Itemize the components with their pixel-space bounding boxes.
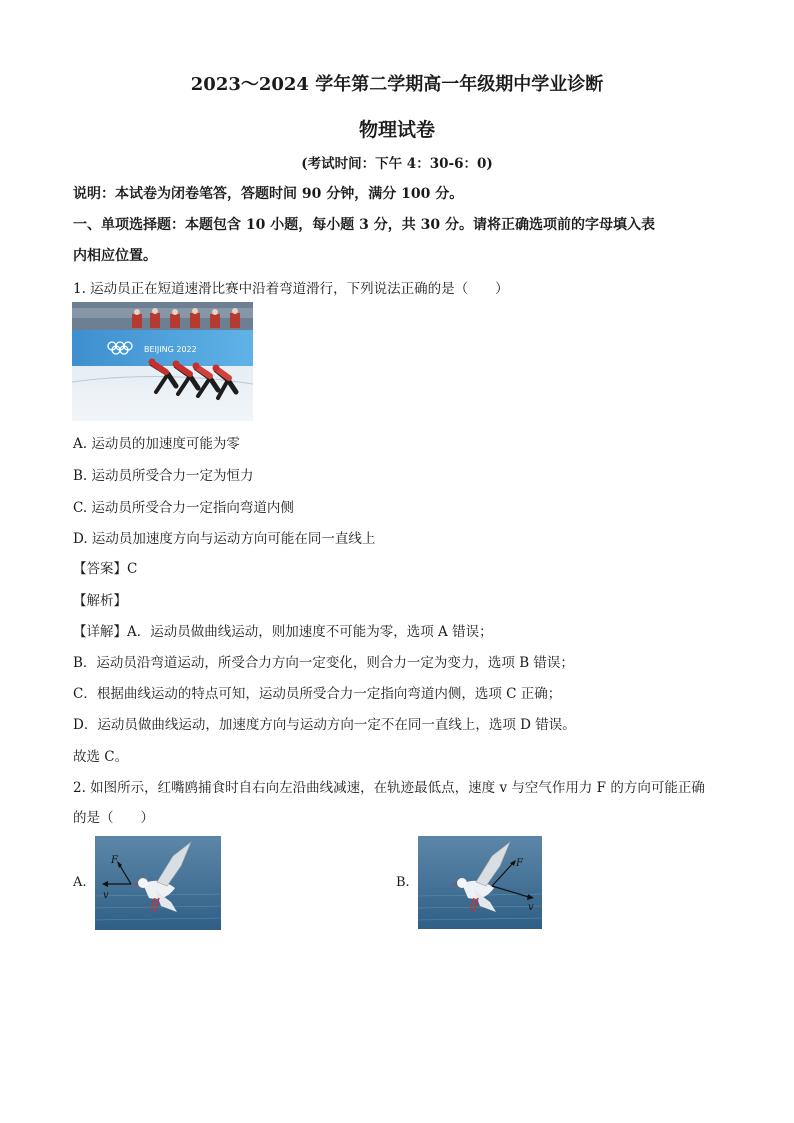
q1-option-c: C. 运动员所受合力一定指向弯道内侧 <box>73 500 294 516</box>
subject-title: 物理试卷 <box>358 119 435 141</box>
speed-skating-photo <box>72 302 253 421</box>
exam-time: (考试时间：下午 4：30-6：0) <box>301 156 493 172</box>
section-heading-line1: 一、单项选择题：本题包含 10 小题，每小题 3 分，共 30 分。请将正确选项前的字母填入表 <box>73 217 655 233</box>
svg-text:BEIJING 2022: BEIJING 2022 <box>144 345 197 354</box>
gull-photo-option-b <box>418 836 542 929</box>
q1-conclusion: 故选 C。 <box>73 749 129 765</box>
q2-option-b-label: B. <box>396 875 410 890</box>
q2-stem-line2: 的是（ ） <box>73 810 154 826</box>
q1-analysis-label: 【解析】 <box>73 593 127 609</box>
q2-stem-line1: 2. 如图所示，红嘴鸥捕食时自右向左沿曲线减速，在轨迹最低点，速度 v 与空气作用力 F 的方向可能正确 <box>73 780 705 796</box>
q1-detail-b: B．运动员沿弯道运动，所受合力方向一定变化，则合力一定为变力，选项 B 错误； <box>73 655 574 671</box>
svg-text:F: F <box>516 858 523 869</box>
exam-title: 2023～2024 学年第二学期高一年级期中学业诊断 <box>190 74 604 95</box>
svg-text:F: F <box>111 855 118 866</box>
gull-photo-option-a <box>95 836 221 930</box>
instructions-note: 说明：本试卷为闭卷笔答，答题时间 90 分钟，满分 100 分。 <box>73 186 464 202</box>
q1-option-d: D. 运动员加速度方向与运动方向可能在同一直线上 <box>73 531 376 547</box>
q1-detail-d: D．运动员做曲线运动，加速度方向与运动方向一定不在同一直线上，选项 D 错误。 <box>73 717 576 733</box>
q1-detail-c: C．根据曲线运动的特点可知，运动员所受合力一定指向弯道内侧，选项 C 正确； <box>73 686 562 702</box>
q2-option-a-label: A. <box>73 875 87 890</box>
svg-text:v: v <box>528 902 534 913</box>
q1-option-b: B. 运动员所受合力一定为恒力 <box>73 468 254 484</box>
q1-answer: 【答案】C <box>73 561 138 577</box>
q1-detail-a: 【详解】A．运动员做曲线运动，则加速度不可能为零，选项 A 错误； <box>73 624 493 640</box>
svg-text:v: v <box>103 890 109 901</box>
q1-option-a: A. 运动员的加速度可能为零 <box>73 436 240 452</box>
q1-stem: 1. 运动员正在短道速滑比赛中沿着弯道滑行，下列说法正确的是（ ） <box>73 281 509 297</box>
section-heading-line2: 内相应位置。 <box>73 248 157 264</box>
